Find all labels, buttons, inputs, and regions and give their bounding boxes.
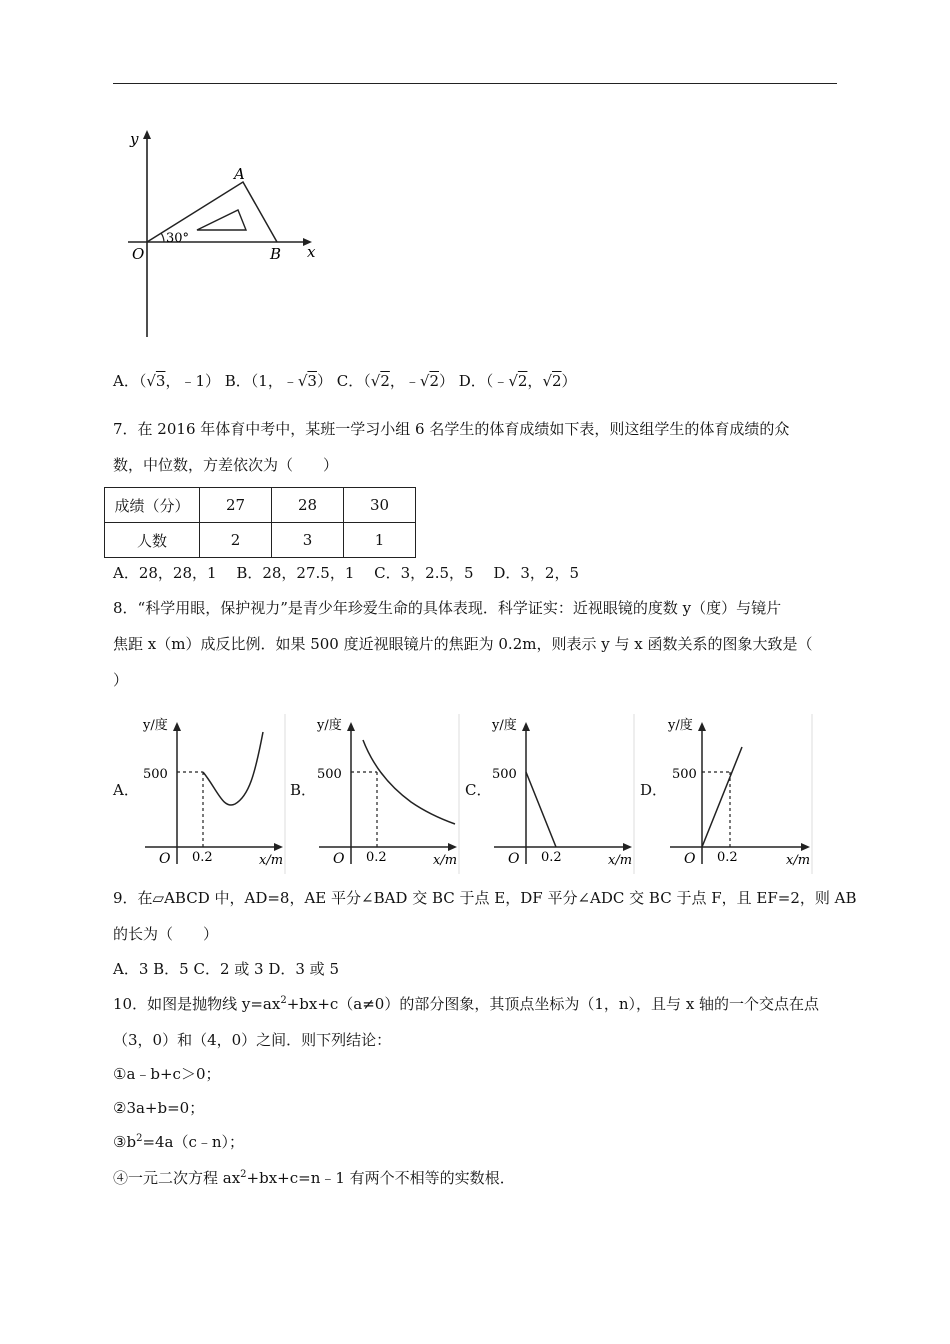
y-axis-arrow [698,722,706,731]
q6-figure [122,124,322,346]
line-graph [526,772,556,847]
y-tick-label: 500 [143,767,168,782]
q10-line-1-sup: 2 [280,995,287,1006]
radicand: 2 [380,372,390,390]
radicand: 2 [429,372,439,390]
q8-line-2: 焦距 x（m）成反比例．如果 500 度近视眼镜片的焦距为 0.2m，则表示 y 与 x 函数关系的图象大致是（ [113,635,813,653]
angle-label: 30° [166,231,190,246]
x-tick-label: 0.2 [541,850,562,865]
x-axis-label: x/m [608,853,633,868]
radicand: 3 [307,372,317,390]
x-axis-arrow [274,843,283,851]
q7-line-2: 数，中位数，方差依次为（ ） [113,456,339,474]
option-c-rest: ） [438,372,454,390]
x-axis-arrow [623,843,632,851]
y-axis-arrow [173,722,181,731]
x-tick-label: 0.2 [366,850,387,865]
table-row [105,488,416,523]
x-tick-label: 0.2 [717,850,738,865]
y-axis-label: y/度 [668,718,693,733]
sqrt-sign: √ [146,372,156,390]
y-axis-arrow [347,722,355,731]
angle-arc [161,233,164,242]
graph-option-d-label: D． [640,781,668,799]
radicand: 2 [517,372,528,390]
option-c-mid: ，﹣ [389,372,420,390]
table-header-cell: 人数 [105,523,200,558]
sqrt-sign: √ [297,372,308,390]
q10-line-2: （3，0）和（4，0）之间．则下列结论： [113,1031,392,1049]
point-b-label: B [270,245,282,263]
table-cell: 28 [272,488,344,523]
q9-options: A．3 B．5 C．2 或 3 D．3 或 5 [113,960,339,978]
q10-line-1 [113,994,819,1014]
y-tick-label: 500 [492,767,517,782]
q9-line-1: 9．在▱ABCD 中，AD=8，AE 平分∠BAD 交 BC 于点 E，DF 平分∠ADC 交 BC 于点 F，且 EF=2，则 AB [113,889,857,907]
x-axis-label: x/m [786,853,811,868]
y-tick-label: 500 [672,767,697,782]
y-axis-arrow [522,722,530,731]
graph-option-a-label: A． [113,781,139,799]
q10-conclusion-2: ②3a+b=0； [113,1099,205,1117]
table-cell: 30 [344,488,416,523]
q10-conclusion-4 [113,1168,515,1188]
q7-options: A．28，28，1 B．28，27.5，1 C．3，2.5，5 D．3，2，5 [113,564,579,582]
table-cell: 1 [344,523,416,558]
q10-line-1-b: +bx+c（a≠0）的部分图象，其顶点坐标为（1，n），且与 x 轴的一个交点在点 [286,995,820,1013]
table-cell: 2 [200,523,272,558]
sqrt-sign: √ [419,372,430,390]
q6-options [113,371,577,391]
origin-label: O [684,851,696,867]
origin-label: O [159,851,171,867]
option-b-prefix: B．（1，﹣ [224,372,298,390]
y-tick-label: 500 [317,767,342,782]
table-header-cell: 成绩（分） [105,488,200,523]
x-axis-label: x [307,243,316,261]
graph-option-c [490,714,635,874]
x-axis-arrow [448,843,457,851]
q8-line-3: ） [113,671,129,689]
option-c-prefix: C．（ [336,372,371,390]
curve [203,732,263,805]
sqrt-sign: √ [508,372,518,390]
x-axis-label: x/m [433,853,458,868]
y-axis-label: y/度 [317,718,342,733]
q7-line-1: 7．在 2016 年体育中考中，某班一学习小组 6 名学生的体育成绩如下表，则这组学生的体育成绩的众 [113,420,790,438]
x-axis-label: x/m [259,853,284,868]
y-axis-label: y/度 [143,718,168,733]
option-b-rest: ） [316,372,332,390]
origin-label: O [132,245,145,263]
table-cell: 3 [272,523,344,558]
table-row [105,523,416,558]
graph-option-b-label: B． [290,781,317,799]
y-axis-label: y [130,130,139,148]
sqrt-sign: √ [370,372,381,390]
option-d-prefix: D．（﹣ [458,372,509,390]
sqrt-sign: √ [542,372,552,390]
option-d-rest: ） [561,372,577,390]
y-axis-label: y/度 [492,718,517,733]
graph-option-c-label: C． [465,781,492,799]
header-rule [113,83,837,84]
q9-line-2: 的长为（ ） [113,925,219,943]
table-cell: 27 [200,488,272,523]
graph-option-d [666,714,816,874]
q8-line-1: 8．“科学用眼，保护视力”是青少年珍爱生命的具体表现．科学证实：近视眼镜的度数 y（度）与镜片 [113,599,782,617]
q10-c4-sup: 2 [240,1169,247,1180]
q10-c4-a: ④一元二次方程 ax [113,1169,241,1187]
q10-conclusion-1: ①a﹣b+c＞0； [113,1065,221,1083]
q10-line-1-a: 10．如图是抛物线 y=ax [113,995,281,1013]
graph-option-a [141,714,286,874]
radicand: 2 [552,372,562,390]
q10-c3-a: ③b [113,1133,137,1151]
inner-triangle [197,210,246,230]
scores-table [104,487,416,558]
q10-conclusion-3 [113,1132,244,1152]
x-tick-label: 0.2 [192,850,213,865]
q10-c3-b: =4a（c﹣n）； [142,1133,245,1151]
line-graph [702,747,742,847]
q10-c4-b: +bx+c=n﹣1 有两个不相等的实数根． [246,1169,515,1187]
x-axis-arrow [801,843,810,851]
curve [363,740,455,824]
option-a-prefix: A．（ [113,372,147,390]
origin-label: O [333,851,345,867]
q10-c3-sup: 2 [136,1133,143,1144]
y-axis-arrow [143,130,151,139]
radicand: 3 [155,372,166,390]
point-a-label: A [234,165,245,183]
graph-option-b [315,714,460,874]
option-a-rest: ，﹣1） [165,372,220,390]
origin-label: O [508,851,520,867]
option-d-mid: ， [527,372,543,390]
